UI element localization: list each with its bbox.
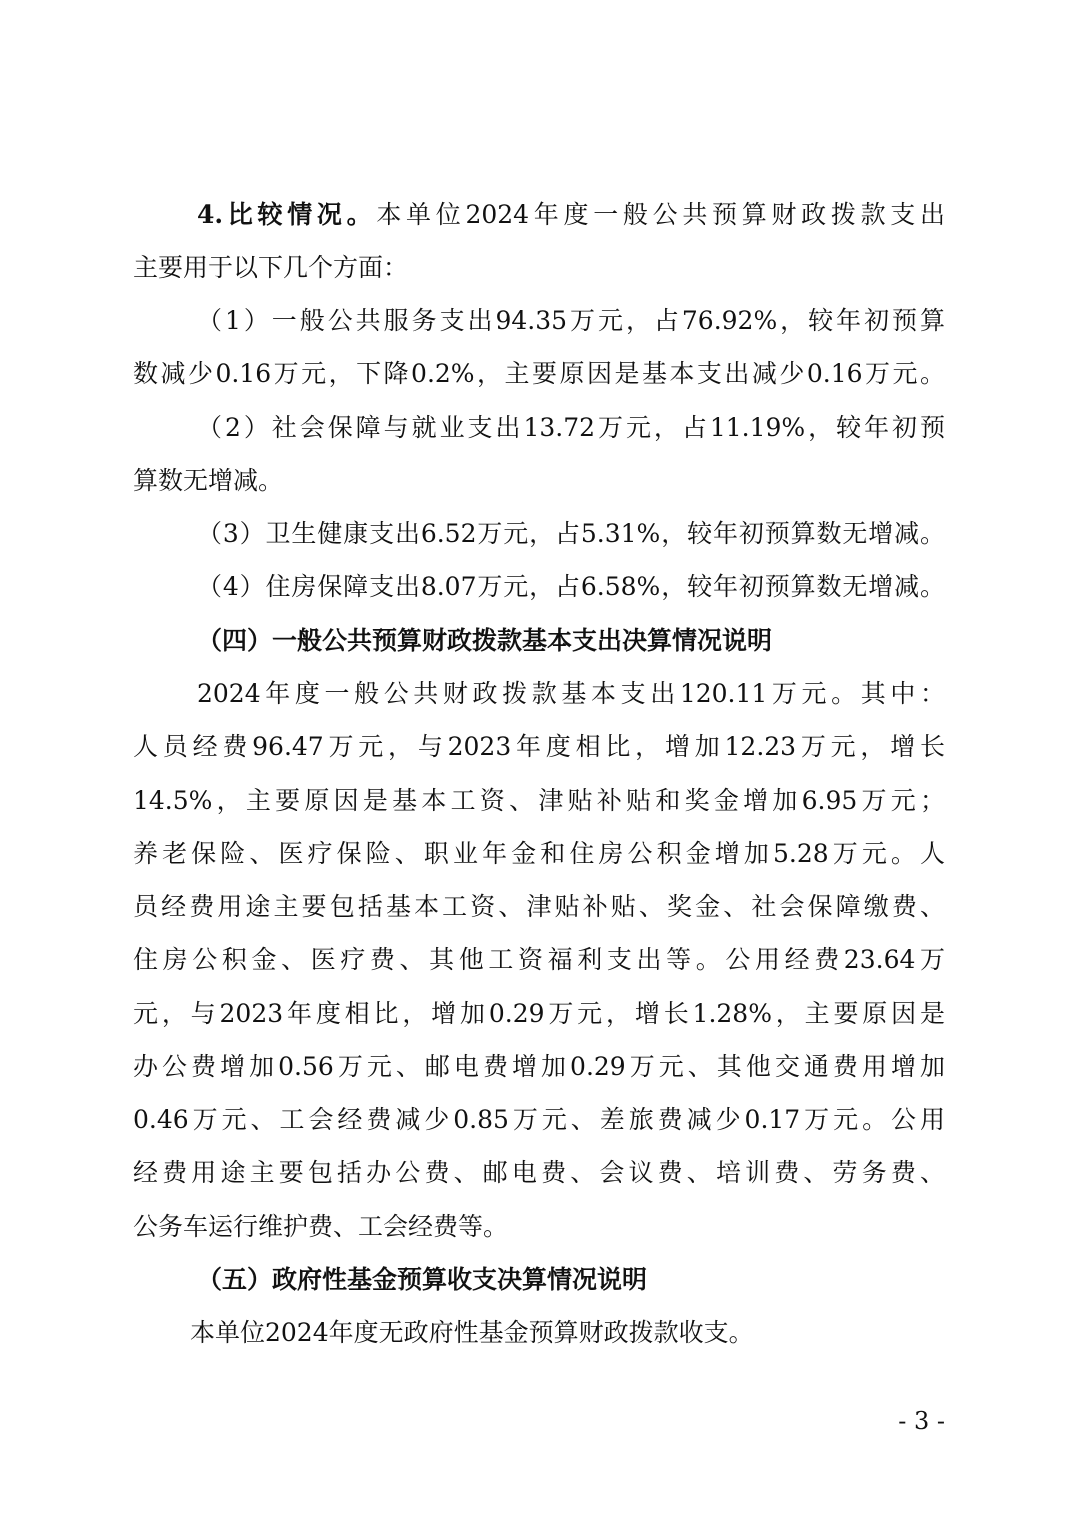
section-4-heading: （四）一般公共预算财政拨款基本支出决算情况说明 (197, 626, 773, 655)
comparison-text-start: 本单位2024年度一般公共预算财政拨款支出 (376, 200, 945, 229)
section-4-line-4: 养老保险、医疗保险、职业年金和住房公积金增加5.28万元。人 (133, 839, 945, 868)
section-4-line-8: 办公费增加0.56万元、邮电费增加0.29万元、其他交通费用增加 (133, 1052, 945, 1081)
section-4-line-1: 2024年度一般公共财政拨款基本支出120.11万元。其中： (197, 679, 945, 708)
section-4-line-11: 公务车运行维护费、工会经费等。 (133, 1212, 509, 1241)
item-4-line: （4）住房保障支出8.07万元，占6.58%，较年初预算数无增减。 (197, 572, 945, 601)
section-4-line-2: 人员经费96.47万元，与2023年度相比，增加12.23万元，增长 (133, 732, 945, 761)
section-4-line-10: 经费用途主要包括办公费、邮电费、会议费、培训费、劳务费、 (133, 1158, 945, 1187)
item-2-line-2: 算数无增减。 (133, 466, 284, 495)
section-4-line-3: 14.5%，主要原因是基本工资、津贴补贴和奖金增加6.95万元； (133, 786, 945, 815)
item-1-line-2: 数减少0.16万元，下降0.2%，主要原因是基本支出减少0.16万元。 (133, 359, 945, 388)
page-number: - 3 - (898, 1407, 945, 1435)
section-4-line-6: 住房公积金、医疗费、其他工资福利支出等。公用经费23.64万 (133, 945, 945, 974)
comparison-label: 4.比较情况。 (197, 200, 377, 229)
item-2-line-1: （2）社会保障与就业支出13.72万元，占11.19%，较年初预 (197, 413, 945, 442)
section-5-heading: （五）政府性基金预算收支决算情况说明 (197, 1265, 648, 1294)
section-5-line: 本单位2024年度无政府性基金预算财政拨款收支。 (190, 1318, 754, 1347)
section-4-line-7: 元，与2023年度相比，增加0.29万元，增长1.28%，主要原因是 (133, 999, 945, 1028)
item-3-line: （3）卫生健康支出6.52万元，占5.31%，较年初预算数无增减。 (197, 519, 945, 548)
section-4-line-9: 0.46万元、工会经费减少0.85万元、差旅费减少0.17万元。公用 (133, 1105, 945, 1134)
comparison-paragraph-line-2: 主要用于以下几个方面： (133, 253, 409, 282)
section-4-line-5: 员经费用途主要包括基本工资、津贴补贴、奖金、社会保障缴费、 (133, 892, 945, 921)
item-1-line-1: （1）一般公共服务支出94.35万元，占76.92%，较年初预算 (197, 306, 945, 335)
comparison-paragraph-line-1 (197, 195, 945, 235)
